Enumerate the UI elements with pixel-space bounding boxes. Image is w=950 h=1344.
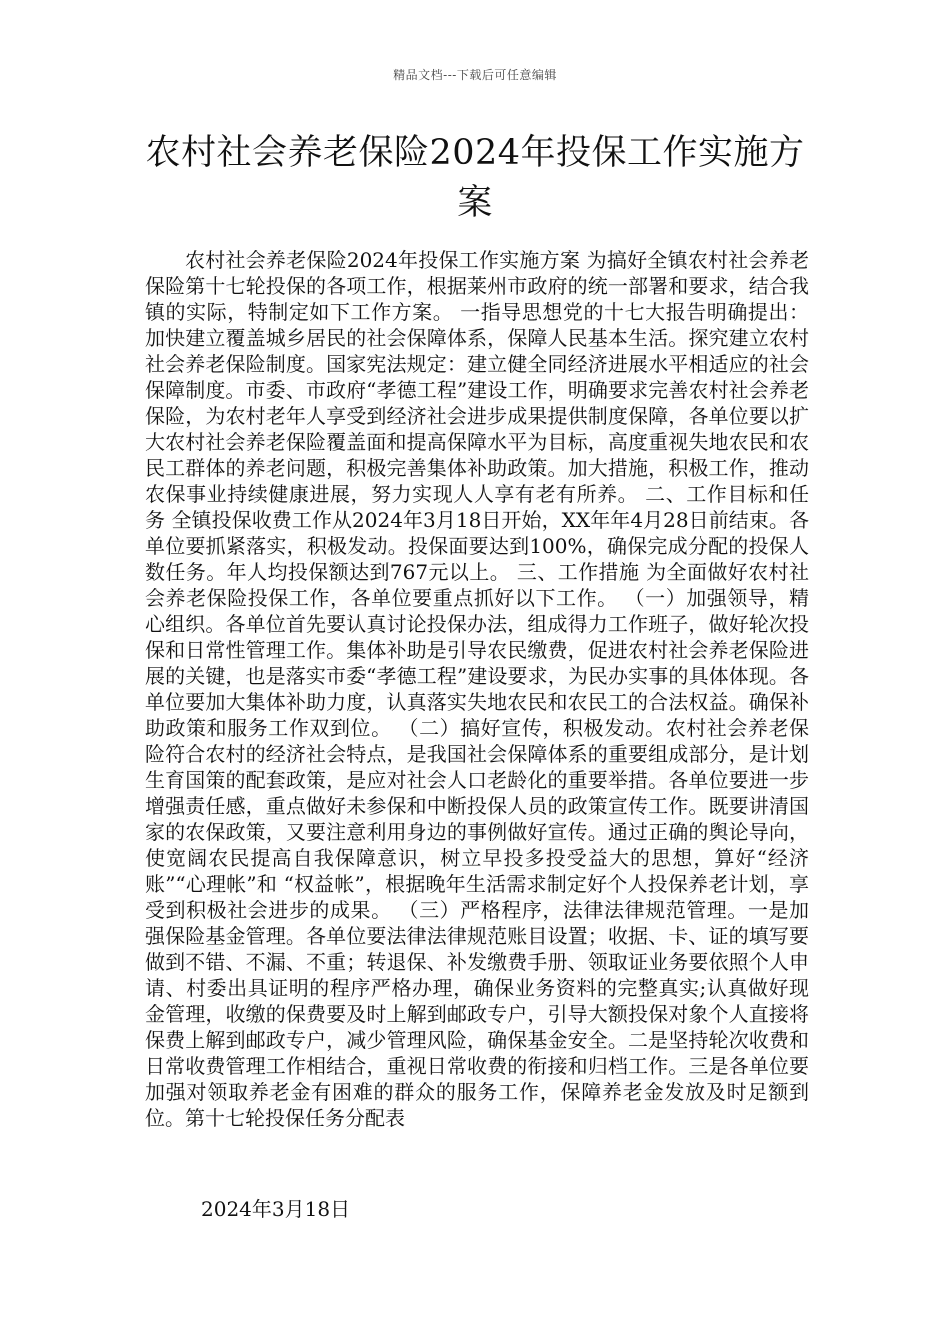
document-title: 农村社会养老保险2024年投保工作实施方案 xyxy=(145,133,805,223)
header-note: 精品文档---下载后可任意编辑 xyxy=(393,68,557,82)
document-body: 农村社会养老保险2024年投保工作实施方案 为搞好全镇农村社会养老保险第十七轮投保的各项工作，根据莱州市政府的统一部署和要求，结合我镇的实际，特制定如下工作方案。 一指导思想党的十七大报告明确提出：加快建立覆盖城乡居民的社会保障体系，保障人民基本生活。探究建立农村社会养老保险制度。国家宪法规定：建立健全同经济进展水平相适应的社会保障制度。市委、市政府“孝德工程”建设工作，明确要求完善农村社会养老保险，为农村老年人享受到经济社会进步成果提供制度保障，各单位要以扩大农村社会养老保险覆盖面和提高保障水平为目标，高度重视失地农民和农民工群体的养老问题，积极完善集体补助政策。加大措施，积极工作，推动农保事业持续健康进展，努力实现人人享有老有所养。 二、工作目标和任务 全镇投保收费工作从2024年3月18日开始，XX年年4月28日前结束。各单位要抓紧落实，积极发动。投保面要达到100%，确保完成分配的投保人数任务。年人均投保额达到767元以上。 三、工作措施 为全面做好农村社会养老保险投保工作，各单位要重点抓好以下工作。 （一）加强领导，精心组织。各单位首先要认真讨论投保办法，组成得力工作班子，做好轮次投保和日常性管理工作。集体补助是引导农民缴费，促进农村社会养老保险进展的关键，也是落实市委“孝德工程”建设要求，为民办实事的具体体现。各单位要加大集体补助力度，认真落实失地农民和农民工的合法权益。确保补助政策和服务工作双到位。 （二）搞好宣传，积极发动。农村社会养老保险符合农村的经济社会特点，是我国社会保障体系的重要组成部分，是计划生育国策的配套政策，是应对社会人口老龄化的重要举措。各单位要进一步增强责任感，重点做好未参保和中断投保人员的政策宣传工作。既要讲清国家的农保政策，又要注意利用身边的事例做好宣传。通过正确的舆论导向，使宽阔农民提高自我保障意识，树立早投多投受益大的思想，算好“经济账”“心理帐”和 “权益帐”，根据晚年生活需求制定好个人投保养老计划，享受到积极社会进步的成果。 （三）严格程序，法律法律规范管理。一是加强保险基金管理。各单位要法律法律规范账目设置；收据、卡、证的填写要做到不错、不漏、不重；转退保、补发缴费手册、领取证业务要依照个人申请、村委出具证明的程序严格办理，确保业务资料的完整真实;认真做好现金管理，收缴的保费要及时上解到邮政专户，引导大额投保对象个人直接将保费上解到邮政专户，减少管理风险，确保基金安全。二是坚持轮次收费和日常收费管理工作相结合，重视日常收费的衔接和归档工作。三是各单位要加强对领取养老金有困难的群众的服务工作，保障养老金发放及时足额到位。第十七轮投保任务分配表 xyxy=(145,248,809,1130)
document-date: 2024年3月18日 xyxy=(201,1197,351,1221)
